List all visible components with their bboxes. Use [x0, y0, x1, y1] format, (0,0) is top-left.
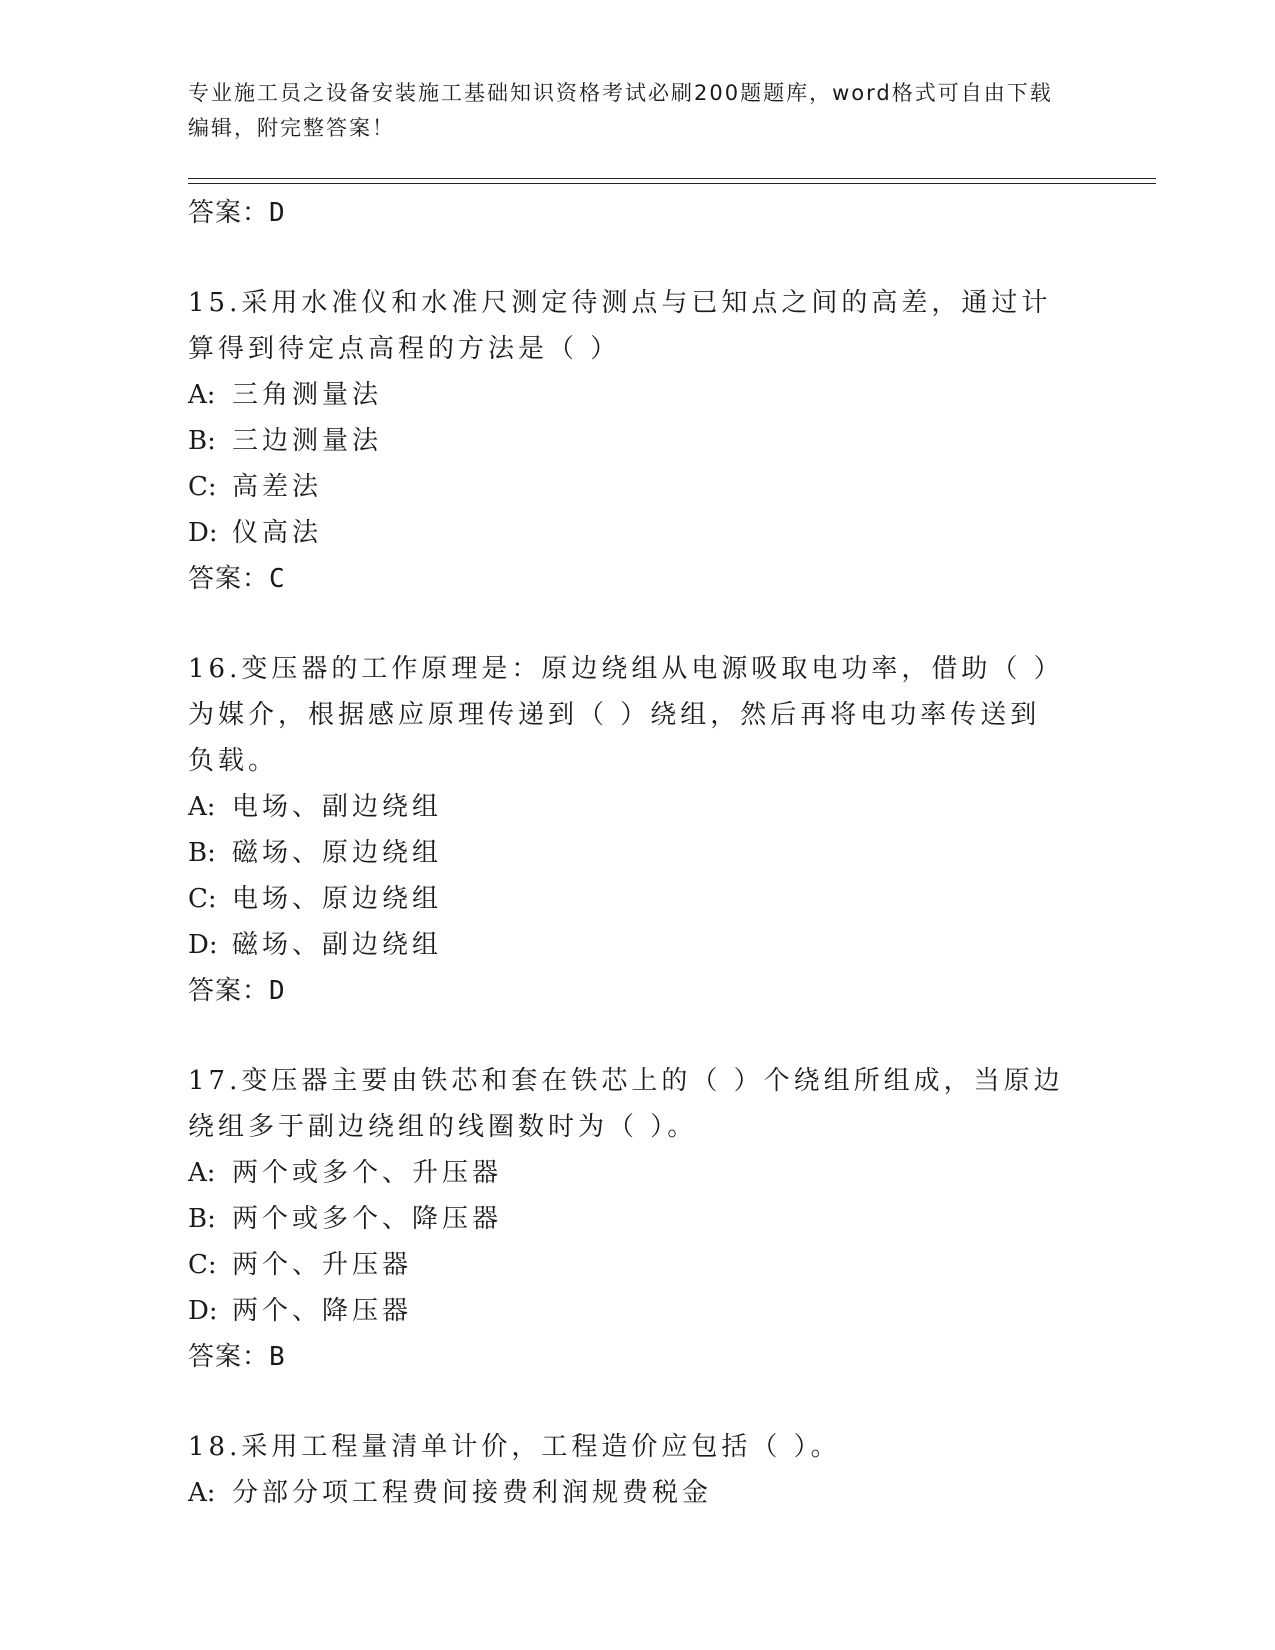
- answer-label: 答案：: [188, 976, 270, 1006]
- option-d: [188, 922, 1068, 968]
- option-text: 磁场、副边绕组: [232, 930, 443, 960]
- option-d: [188, 1288, 1068, 1334]
- question-text: [188, 646, 1068, 784]
- question-stem: 采用水准仪和水准尺测定待测点与已知点之间的高差，通过计算得到待定点高程的方法是（ ）: [188, 288, 1052, 364]
- question-stem: 变压器主要由铁芯和套在铁芯上的（ ）个绕组所组成，当原边绕组多于副边绕组的线圈数时为（ ）。: [188, 1066, 1064, 1142]
- option-text: 两个或多个、降压器: [232, 1204, 503, 1234]
- answer-line-14: [188, 190, 1068, 236]
- option-a: [188, 1470, 1068, 1516]
- option-text: 磁场、原边绕组: [232, 838, 443, 868]
- option-text: 分部分项工程费间接费利润规费税金: [232, 1478, 713, 1508]
- answer-value: C: [269, 564, 286, 594]
- question-15: [188, 280, 1068, 602]
- option-key: D:: [188, 930, 218, 960]
- document-body: [188, 190, 1068, 1516]
- option-text: 三角测量法: [232, 380, 383, 410]
- answer-value: D: [269, 198, 286, 228]
- question-number: 18.: [188, 1432, 242, 1462]
- page-header: 专业施工员之设备安装施工基础知识资格考试必刷200题题库，word格式可自由下载编辑，附完整答案！: [188, 81, 1053, 140]
- option-key: A:: [188, 1478, 216, 1508]
- option-b: [188, 830, 1068, 876]
- question-text: [188, 1424, 1068, 1470]
- option-text: 电场、原边绕组: [232, 884, 443, 914]
- option-key: C:: [188, 472, 217, 502]
- question-text: [188, 1058, 1068, 1150]
- answer-line: [188, 556, 1068, 602]
- answer-label: 答案：: [188, 1342, 270, 1372]
- option-key: A:: [188, 792, 216, 822]
- question-number: 16.: [188, 654, 242, 684]
- option-text: 两个、升压器: [232, 1250, 413, 1280]
- option-key: B:: [188, 426, 216, 456]
- question-text: [188, 280, 1068, 372]
- option-text: 仪高法: [232, 518, 323, 548]
- option-text: 高差法: [232, 472, 323, 502]
- option-c: [188, 1242, 1068, 1288]
- option-key: B:: [188, 1204, 216, 1234]
- option-c: [188, 464, 1068, 510]
- option-key: D:: [188, 518, 218, 548]
- question-17: [188, 1058, 1068, 1380]
- answer-line: [188, 968, 1068, 1014]
- option-c: [188, 876, 1068, 922]
- option-b: [188, 1196, 1068, 1242]
- option-a: [188, 784, 1068, 830]
- answer-label: 答案：: [188, 198, 270, 228]
- answer-value: B: [269, 1342, 286, 1372]
- option-key: A:: [188, 380, 216, 410]
- question-16: [188, 646, 1068, 1014]
- option-text: 两个或多个、升压器: [232, 1158, 503, 1188]
- option-key: D:: [188, 1296, 218, 1326]
- question-stem: 采用工程量清单计价，工程造价应包括（ ）。: [241, 1432, 841, 1462]
- option-key: C:: [188, 884, 217, 914]
- question-stem: 变压器的工作原理是：原边绕组从电源吸取电功率，借助（ ）为媒介，根据感应原理传递到（ ）绕组，然后再将电功率传送到负载。: [188, 654, 1064, 776]
- question-number: 15.: [188, 288, 242, 318]
- question-number: 17.: [188, 1066, 242, 1096]
- option-a: [188, 1150, 1068, 1196]
- header-divider: [188, 178, 1156, 184]
- option-key: C:: [188, 1250, 217, 1280]
- option-b: [188, 418, 1068, 464]
- option-text: 三边测量法: [232, 426, 383, 456]
- option-text: 电场、副边绕组: [232, 792, 443, 822]
- option-d: [188, 510, 1068, 556]
- question-18: [188, 1424, 1068, 1516]
- option-text: 两个、降压器: [232, 1296, 413, 1326]
- option-key: A:: [188, 1158, 216, 1188]
- option-key: B:: [188, 838, 216, 868]
- answer-label: 答案：: [188, 564, 270, 594]
- option-a: [188, 372, 1068, 418]
- answer-line: [188, 1334, 1068, 1380]
- answer-value: D: [269, 976, 286, 1006]
